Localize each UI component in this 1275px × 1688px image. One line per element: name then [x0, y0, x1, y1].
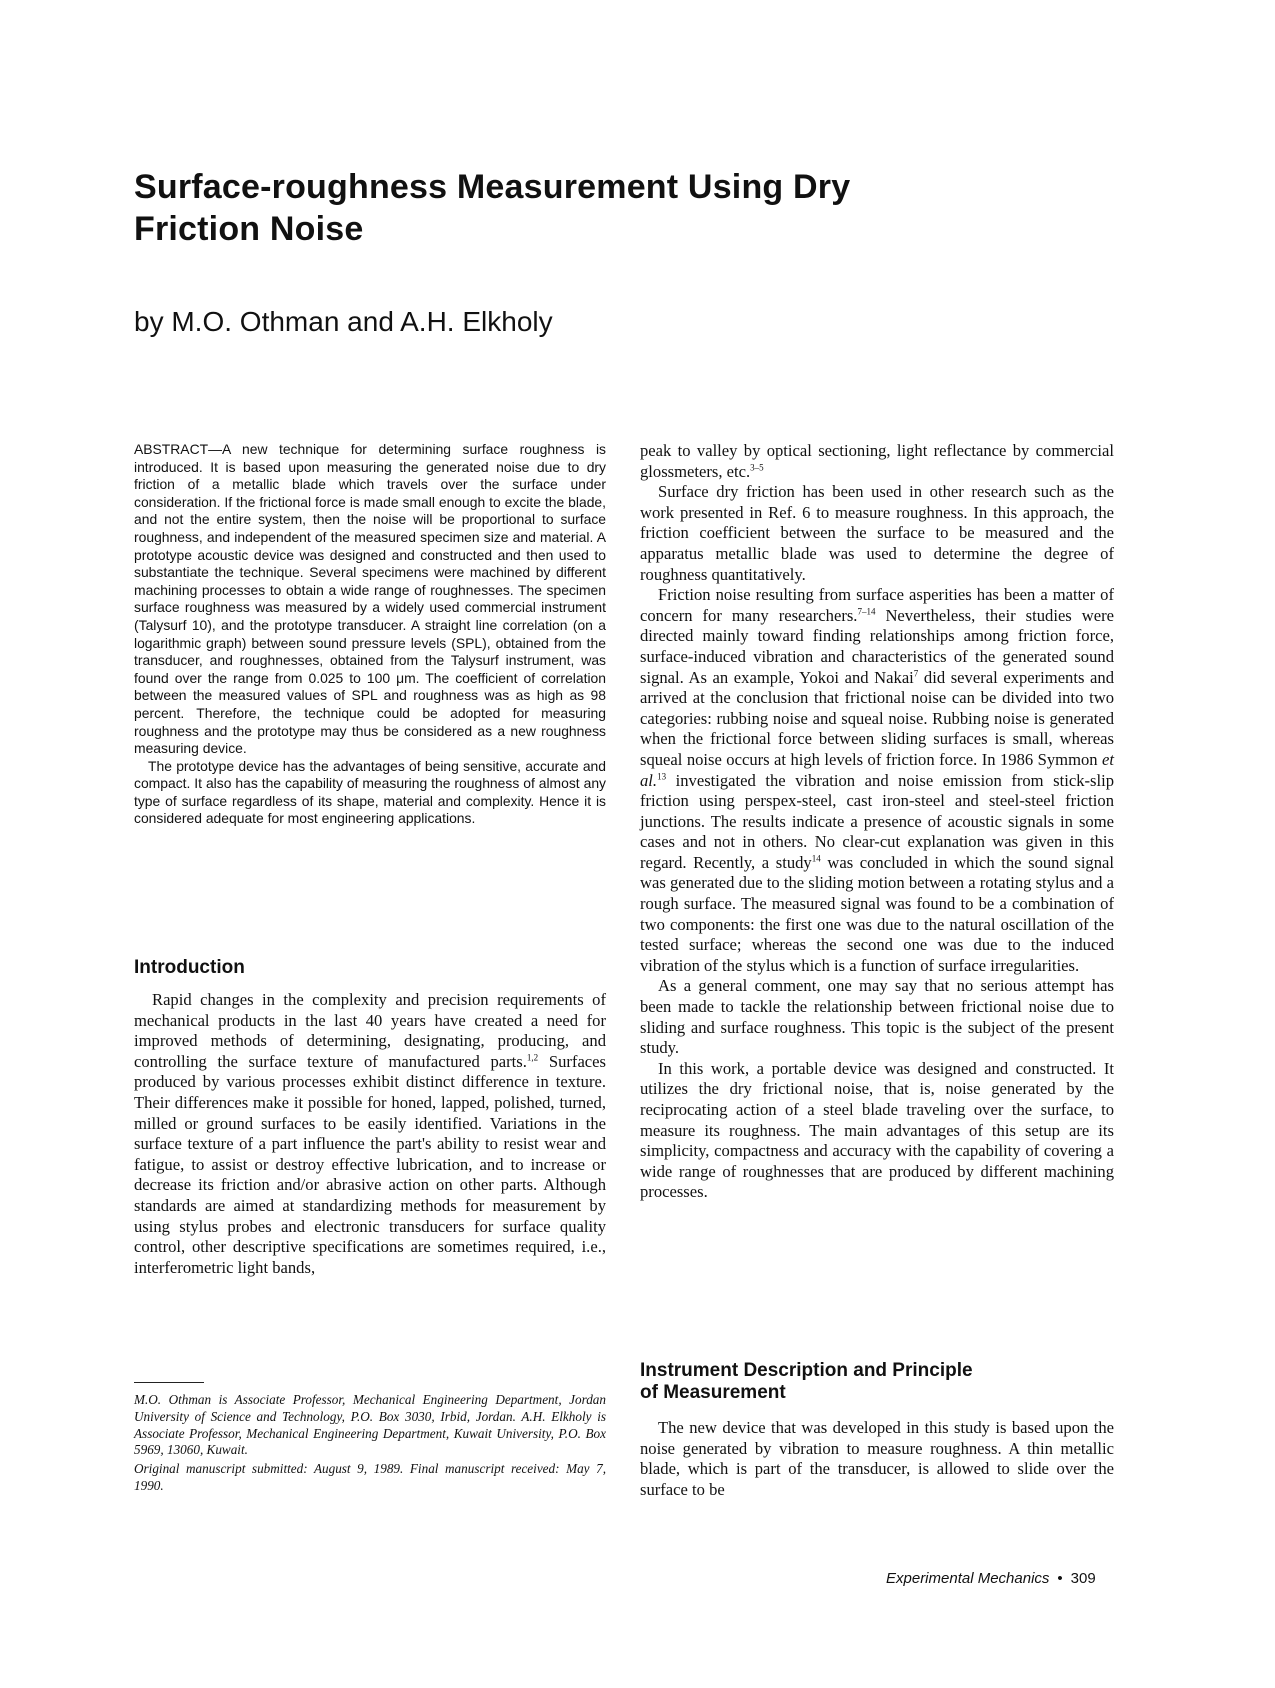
text-run: Nevertheless, their studies were directed mainly toward finding relationships among friction force, surface-induced vibration and characteristics of the generated sound signal. As an example, Yokoi and Nakai — [640, 605, 1114, 687]
right-column — [640, 441, 1114, 1203]
section-heading-instrument — [640, 1360, 1114, 1404]
page-number: 309 — [1070, 1570, 1096, 1587]
bullet-separator: • — [1057, 1570, 1063, 1587]
text-run: Friction noise resulting from surface asperities has been a matter of concern for many researchers. — [640, 585, 1114, 625]
citation-ref: 13 — [657, 770, 667, 781]
abstract — [134, 441, 606, 828]
text-run: Rapid changes in the complexity and precision requirements of mechanical products in the last 40 years have created a need for improved methods of determining, designating, producing, and controlling the surface texture of manufactured parts. — [134, 990, 606, 1071]
text-run-italic: et al. — [640, 749, 1114, 790]
abstract-paragraph: ABSTRACT—A new technique for determining surface roughness is introduced. It is based upon measuring the generated noise due to dry friction of a metallic blade which travels over the surface under consideration. If the frictional force is made small enough to excite the blade, and not the entire system, then the noise will be proportional to surface roughness, and independent of the measured specimen size and material. A prototype acoustic device was designed and constructed and then used to substantiate the technique. Several specimens were machined by different machining processes to obtain a wide range of roughnesses. The specimen surface roughness was measured by a widely used commercial instrument (Talysurf 10), and the prototype transducer. A straight line correlation (on a logarithmic graph) between sound pressure levels (SPL), obtained from the transducer, and roughnesses, obtained from the Talysurf instrument, was found over the range from 0.025 to 100 μm. The coefficient of correlation between the measured values of SPL and roughness was as high as 98 percent. Therefore, the technique could be adopted for measuring roughness and the prototype may thus be considered as a new roughness measuring device. — [134, 441, 606, 757]
body-paragraph: In this work, a portable device was designed and constructed. It utilizes the dry frictional noise, that is, noise generated by the reciprocating action of a steel blade traveling over the surface, to measure its roughness. The main advantages of this setup are its simplicity, compactness and accuracy with the capability of covering a wide range of roughnesses that are produced by different machining processes. — [640, 1058, 1114, 1202]
footnote-divider — [134, 1382, 204, 1383]
section-heading-introduction: Introduction — [134, 957, 245, 978]
article-title: Surface-roughness Measurement Using Dry Friction Noise — [134, 168, 851, 248]
introduction-body — [134, 990, 606, 1278]
body-paragraph: As a general comment, one may say that no serious attempt has been made to tackle the relationship between frictional noise due to sliding and surface roughness. This topic is the subject of the present study. — [640, 976, 1114, 1058]
citation-ref: 7 — [913, 668, 919, 678]
citation-ref: 14 — [811, 853, 821, 864]
heading-line: of Measurement — [640, 1382, 786, 1403]
author-byline: by M.O. Othman and A.H. Elkholy — [134, 306, 553, 337]
text-run: did several experiments and arrived at the conclusion that frictional noise can be divided into two categories: rubbing noise and squeal noise. Rubbing noise is generated when the frictional force between sliding surfaces is small, whereas squeal noise occurs at high levels of friction force. In 1986 Symmon — [640, 667, 1114, 769]
text-run: peak to valley by optical sectioning, light reflectance by commercial glossmeters, etc. — [640, 441, 1114, 481]
footnotes — [134, 1392, 606, 1497]
heading-line: Instrument Description and Principle — [640, 1360, 973, 1381]
body-paragraph: Surface dry friction has been used in other research such as the work presented in Ref. 6 to measure roughness. In this approach, the friction coefficient between the surface to be measured and the apparatus metallic blade was used to determine the degree of roughness quantitatively. — [640, 482, 1114, 584]
body-paragraph — [640, 585, 1114, 976]
author-affiliation-note: M.O. Othman is Associate Professor, Mechanical Engineering Department, Jordan University of Science and Technology, P.O. Box 3030, Irbid, Jordan. A.H. Elkholy is Associate Professor, Mechanical Engineering Department, Kuwait University, P.O. Box 5969, 13060, Kuwait. — [134, 1392, 606, 1458]
text-run: was concluded in which the sound signal was generated due to the sliding motion between a rotating stylus and a rough surface. The measured signal was found to be a combination of two components: the first one was due to the natural oscillation of the tested surface; whereas the second one was due to the induced vibration of the stylus which is a function of surface irregularities. — [640, 852, 1114, 975]
manuscript-dates-note: Original manuscript submitted: August 9, 1989. Final manuscript received: May 7, 1990. — [134, 1461, 606, 1493]
citation-ref: 7–14 — [857, 606, 876, 617]
citation-ref: 1,2 — [526, 1052, 539, 1063]
text-run: Surfaces produced by various processes exhibit distinct difference in texture. Their differences make it possible for honed, lapped, polished, turned, milled or ground surfaces to be easily identified. Variations in the surface texture of a part influence the part's ability to resist wear and fatigue, to assist or destroy effective lubrication, and to increase or decrease its friction and/or abrasive action on other parts. Although standards are aimed at standardizing methods for measurement by using stylus probes and electronic transducers for surface quality control, other descriptive specifications are sometimes required, i.e., interferometric light bands, — [134, 1051, 606, 1277]
journal-name: Experimental Mechanics — [886, 1570, 1050, 1587]
text-run: investigated the vibration and noise emission from stick-slip friction using perspex-steel, cast iron-steel and steel-steel friction junctions. The results indicate a presence of acoustic signals in some cases and not in others. No clear-cut explanation was given in this regard. Recently, a study — [640, 770, 1114, 872]
body-paragraph: The new device that was developed in this study is based upon the noise generated by vibration to measure roughness. A thin metallic blade, which is part of the transducer, is allowed to slide over the surface to be — [640, 1418, 1114, 1499]
abstract-paragraph: The prototype device has the advantages of being sensitive, accurate and compact. It also has the capability of measuring the roughness of almost any type of surface regardless of its shape, material and complexity. Hence it is considered adequate for most engineering applications. — [134, 757, 606, 827]
instrument-body — [640, 1418, 1114, 1500]
body-paragraph — [640, 441, 1114, 482]
citation-ref: 3–5 — [750, 462, 764, 473]
body-paragraph — [134, 990, 606, 1278]
page-footer — [886, 1570, 1096, 1587]
